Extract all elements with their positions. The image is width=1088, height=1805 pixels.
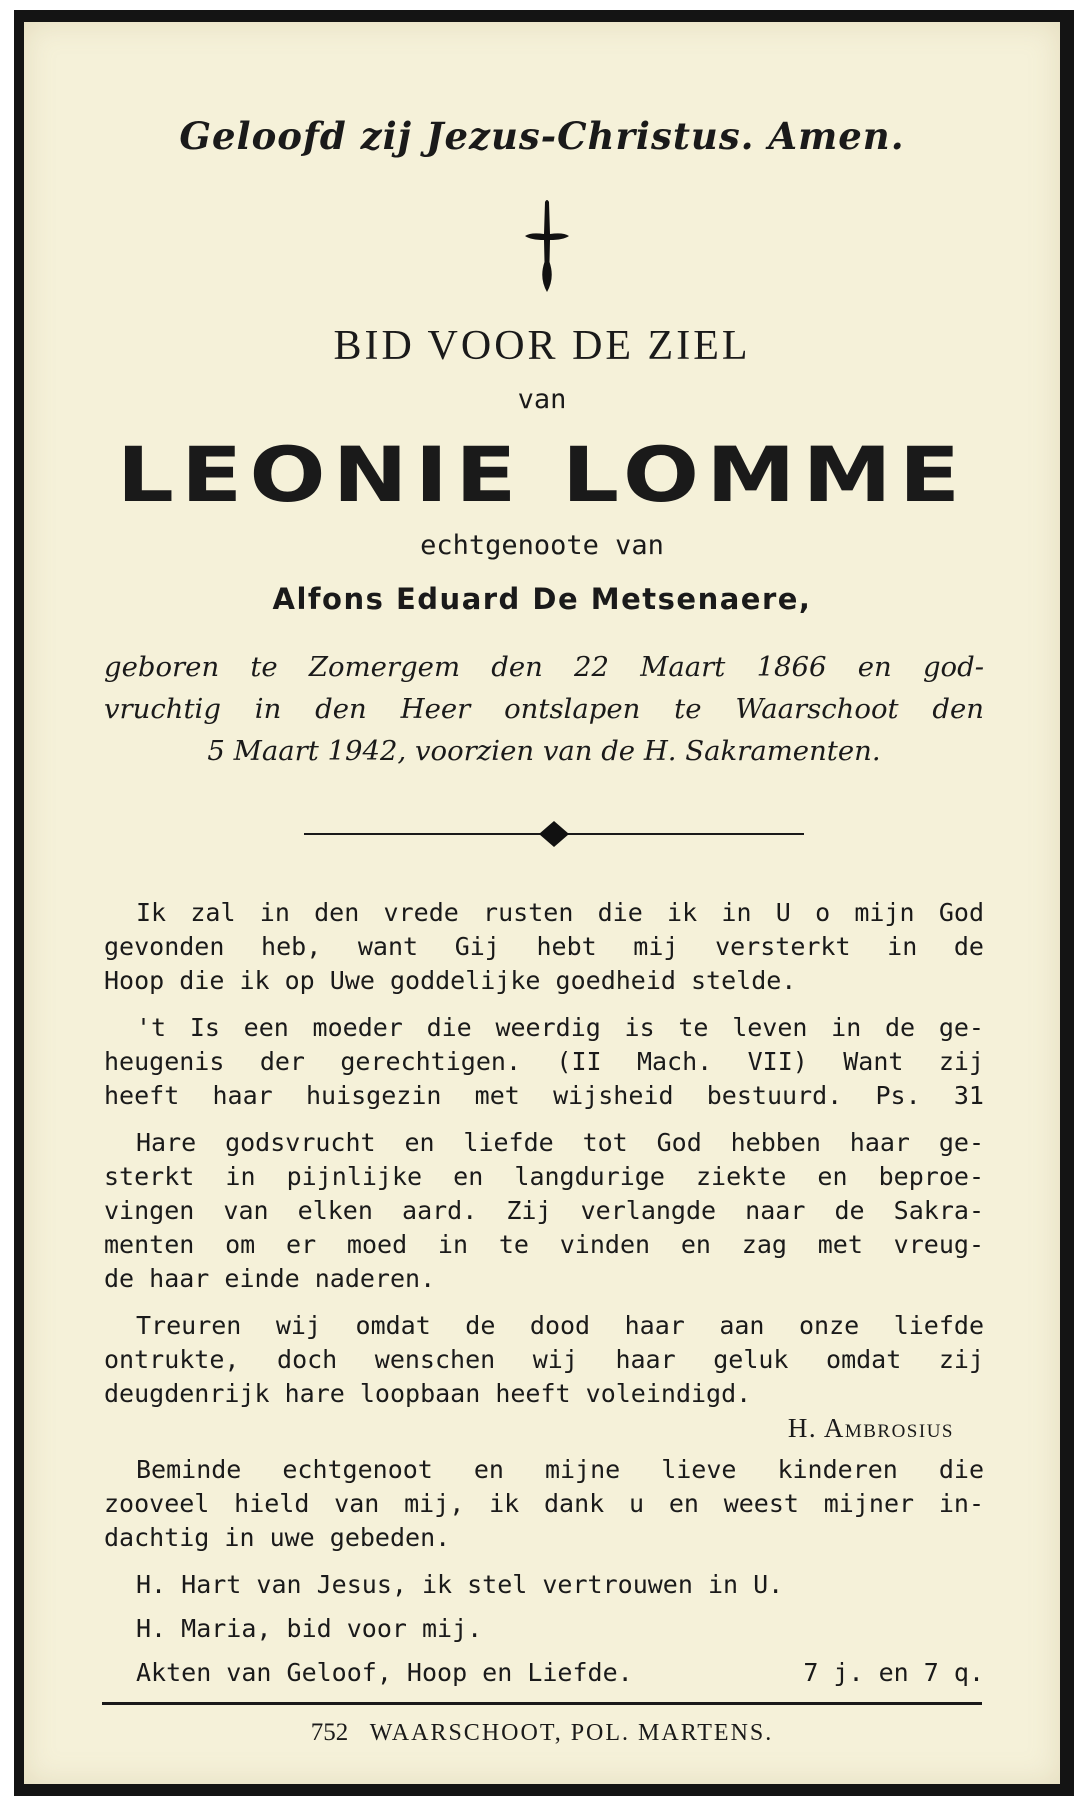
birth-line: vruchtig in den Heer ontslapen te Waarschoot den <box>104 693 984 725</box>
paragraph <box>104 896 984 998</box>
text-line: Hare godsvrucht en liefde tot God hebben haar ge- <box>136 1128 984 1157</box>
spouse-of-label: echtgenoote van <box>420 530 664 561</box>
farewell-paragraph <box>104 1453 984 1555</box>
paragraph <box>104 1309 984 1445</box>
prayer-line: H. Hart van Jesus, ik stel vertrouwen in U. <box>136 1570 784 1599</box>
text-line: dachtig in uwe gebeden. <box>104 1523 451 1552</box>
text-line: 't Is een moeder die weerdig is te leven in de ge- <box>136 1013 984 1042</box>
text-line: zooveel hield van mij, ik dank u en weest mijner in- <box>104 1489 984 1518</box>
card-body <box>104 896 984 1690</box>
printer-number: 752 <box>310 1719 349 1746</box>
text-line: Treuren wij omdat de dood haar aan onze liefde <box>136 1311 984 1340</box>
text-line: menten om er moed in te vinden en zag met vreug- <box>104 1230 984 1259</box>
printer-imprint <box>24 1719 1060 1747</box>
paragraph <box>104 1126 984 1296</box>
acts-text: Akten van Geloof, Hoop en Liefde. <box>136 1658 633 1687</box>
text-line: vingen van elken aard. Zij verlangde naar de Sakra- <box>104 1196 984 1225</box>
text-line: deugdenrijk hare loopbaan heeft voleindigd. <box>104 1379 752 1408</box>
text-line: heugenis der gerechtigen. (II Mach. VII) Want zij <box>104 1047 984 1076</box>
indulgence-text: 7 j. en 7 q. <box>803 1658 984 1687</box>
text-line: heeft haar huisgezin met wijsheid bestuurd. Ps. 31 <box>104 1081 984 1110</box>
prayer-line: H. Maria, bid voor mij. <box>136 1614 483 1643</box>
pray-for-heading: BID VOOR DE ZIEL <box>333 323 751 369</box>
bottom-rule <box>102 1702 982 1705</box>
paragraph <box>104 1011 984 1113</box>
invocation: Geloofd zij Jezus-Christus. Amen. <box>179 114 905 158</box>
memorial-card <box>14 10 1074 1796</box>
text-line: ontrukte, doch wenschen wij haar geluk omdat zij <box>104 1345 984 1374</box>
acts-line <box>104 1656 984 1690</box>
deceased-name: LEONIE LOMME <box>116 430 968 519</box>
printer-name: WAARSCHOOT, POL. MARTENS. <box>369 1720 774 1746</box>
text-line: de haar einde naderen. <box>104 1264 436 1293</box>
birth-line: 5 Maart 1942, voorzien van de H. Sakramenten. <box>207 735 881 767</box>
text-line: gevonden heb, want Gij hebt mij versterkt in de <box>104 932 984 961</box>
text-line: Ik zal in den vrede rusten die ik in U o mijn God <box>136 898 984 927</box>
diamond-rule-icon <box>304 820 804 848</box>
cross-icon <box>519 196 575 296</box>
text-line: Hoop die ik op Uwe goddelijke goedheid stelde. <box>104 966 797 995</box>
birth-line: geboren te Zomergem den 22 Maart 1866 en god- <box>104 651 984 683</box>
attribution: H. Ambrosius <box>787 1413 954 1443</box>
text-line: sterkt in pijnlijke en langdurige ziekte en beproe- <box>104 1162 984 1191</box>
card-paper <box>24 22 1060 1784</box>
of-label: van <box>517 384 567 415</box>
birth-death-details <box>104 646 984 772</box>
spouse-name: Alfons Eduard De Metsenaere, <box>272 582 812 616</box>
text-line: Beminde echtgenoot en mijne lieve kinderen die <box>136 1455 984 1484</box>
